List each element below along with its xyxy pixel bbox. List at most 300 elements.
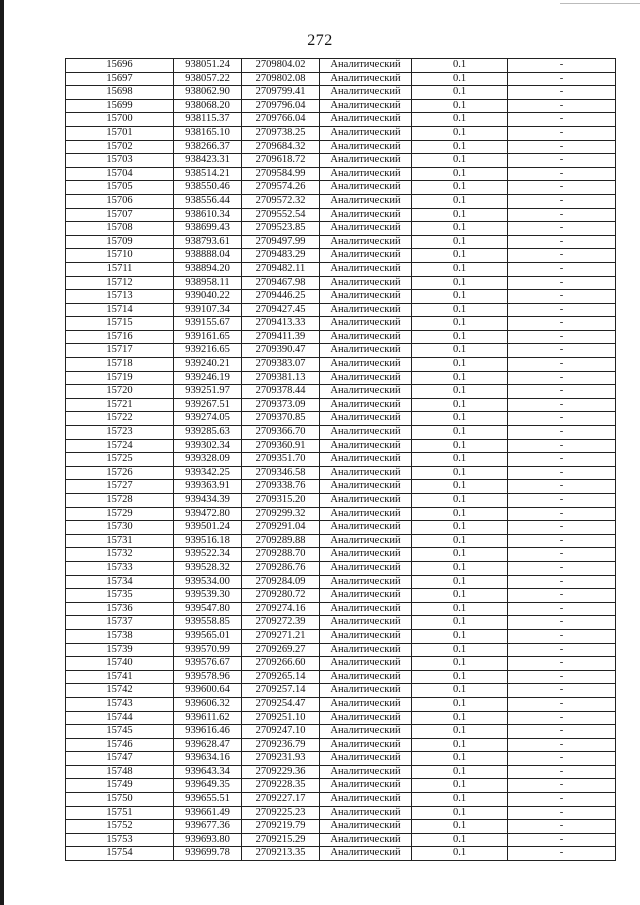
note-cell: - [508,711,616,725]
coord-x-cell: 939274.05 [174,412,242,426]
table-row [66,725,616,739]
coord-x-cell: 939267.51 [174,398,242,412]
coord-y-cell: 2709684.32 [242,140,320,154]
coord-y-cell: 2709269.27 [242,643,320,657]
note-cell: - [508,194,616,208]
note-cell: - [508,208,616,222]
coord-y-cell: 2709286.76 [242,561,320,575]
note-cell: - [508,494,616,508]
point-number-cell: 15730 [66,521,174,535]
coord-x-cell: 938610.34 [174,208,242,222]
coord-y-cell: 2709272.39 [242,616,320,630]
method-cell: Аналитический [320,426,412,440]
accuracy-cell: 0.1 [412,806,508,820]
coord-x-cell: 939285.63 [174,426,242,440]
accuracy-cell: 0.1 [412,249,508,263]
coord-y-cell: 2709227.17 [242,793,320,807]
coord-x-cell: 938550.46 [174,181,242,195]
accuracy-cell: 0.1 [412,426,508,440]
accuracy-cell: 0.1 [412,235,508,249]
accuracy-cell: 0.1 [412,276,508,290]
method-cell: Аналитический [320,833,412,847]
point-number-cell: 15739 [66,643,174,657]
note-cell: - [508,276,616,290]
point-number-cell: 15733 [66,561,174,575]
coord-y-cell: 2709381.13 [242,371,320,385]
coord-y-cell: 2709251.10 [242,711,320,725]
accuracy-cell: 0.1 [412,711,508,725]
table-row [66,303,616,317]
coord-x-cell: 939363.91 [174,480,242,494]
coord-y-cell: 2709271.21 [242,629,320,643]
coord-y-cell: 2709383.07 [242,358,320,372]
accuracy-cell: 0.1 [412,847,508,861]
method-cell: Аналитический [320,59,412,73]
table-row [66,480,616,494]
note-cell: - [508,439,616,453]
note-cell: - [508,684,616,698]
note-cell: - [508,779,616,793]
coordinates-table [65,58,616,861]
note-cell: - [508,426,616,440]
table-row [66,398,616,412]
method-cell: Аналитический [320,439,412,453]
point-number-cell: 15740 [66,657,174,671]
note-cell: - [508,616,616,630]
point-number-cell: 15715 [66,317,174,331]
point-number-cell: 15700 [66,113,174,127]
note-cell: - [508,793,616,807]
method-cell: Аналитический [320,276,412,290]
accuracy-cell: 0.1 [412,779,508,793]
method-cell: Аналитический [320,194,412,208]
accuracy-cell: 0.1 [412,330,508,344]
coord-y-cell: 2709366.70 [242,426,320,440]
accuracy-cell: 0.1 [412,59,508,73]
accuracy-cell: 0.1 [412,222,508,236]
point-number-cell: 15717 [66,344,174,358]
table-row [66,521,616,535]
coord-x-cell: 939570.99 [174,643,242,657]
coord-x-cell: 939693.80 [174,833,242,847]
accuracy-cell: 0.1 [412,629,508,643]
method-cell: Аналитический [320,806,412,820]
method-cell: Аналитический [320,657,412,671]
coord-y-cell: 2709346.58 [242,466,320,480]
accuracy-cell: 0.1 [412,154,508,168]
table-row [66,711,616,725]
note-cell: - [508,657,616,671]
coord-y-cell: 2709338.76 [242,480,320,494]
note-cell: - [508,453,616,467]
note-cell: - [508,820,616,834]
point-number-cell: 15698 [66,86,174,100]
note-cell: - [508,480,616,494]
method-cell: Аналитический [320,344,412,358]
point-number-cell: 15719 [66,371,174,385]
point-number-cell: 15720 [66,385,174,399]
point-number-cell: 15738 [66,629,174,643]
coord-y-cell: 2709274.16 [242,602,320,616]
method-cell: Аналитический [320,235,412,249]
method-cell: Аналитический [320,480,412,494]
method-cell: Аналитический [320,466,412,480]
table-row [66,262,616,276]
table-row [66,72,616,86]
method-cell: Аналитический [320,249,412,263]
method-cell: Аналитический [320,113,412,127]
coord-y-cell: 2709804.02 [242,59,320,73]
coord-y-cell: 2709247.10 [242,725,320,739]
table-row [66,738,616,752]
table-row [66,793,616,807]
coord-y-cell: 2709236.79 [242,738,320,752]
method-cell: Аналитический [320,371,412,385]
coord-y-cell: 2709225.23 [242,806,320,820]
note-cell: - [508,847,616,861]
coord-y-cell: 2709373.09 [242,398,320,412]
accuracy-cell: 0.1 [412,670,508,684]
coord-x-cell: 939578.96 [174,670,242,684]
coord-x-cell: 939161.65 [174,330,242,344]
note-cell: - [508,154,616,168]
accuracy-cell: 0.1 [412,317,508,331]
method-cell: Аналитический [320,684,412,698]
table-row [66,412,616,426]
method-cell: Аналитический [320,398,412,412]
coord-x-cell: 939342.25 [174,466,242,480]
accuracy-cell: 0.1 [412,398,508,412]
coord-x-cell: 939634.16 [174,752,242,766]
point-number-cell: 15729 [66,507,174,521]
point-number-cell: 15704 [66,167,174,181]
scan-mark [560,3,640,4]
table-row [66,833,616,847]
note-cell: - [508,385,616,399]
note-cell: - [508,561,616,575]
coord-x-cell: 938068.20 [174,99,242,113]
point-number-cell: 15696 [66,59,174,73]
coord-y-cell: 2709390.47 [242,344,320,358]
coord-y-cell: 2709351.70 [242,453,320,467]
table-row [66,86,616,100]
point-number-cell: 15708 [66,222,174,236]
note-cell: - [508,752,616,766]
point-number-cell: 15709 [66,235,174,249]
point-number-cell: 15711 [66,262,174,276]
coord-y-cell: 2709467.98 [242,276,320,290]
note-cell: - [508,317,616,331]
note-cell: - [508,575,616,589]
coord-y-cell: 2709552.54 [242,208,320,222]
note-cell: - [508,548,616,562]
point-number-cell: 15727 [66,480,174,494]
coord-y-cell: 2709228.35 [242,779,320,793]
point-number-cell: 15748 [66,765,174,779]
method-cell: Аналитический [320,521,412,535]
coord-y-cell: 2709280.72 [242,589,320,603]
table-row [66,358,616,372]
coord-y-cell: 2709413.33 [242,317,320,331]
table-row [66,208,616,222]
method-cell: Аналитический [320,602,412,616]
point-number-cell: 15703 [66,154,174,168]
table-row [66,629,616,643]
method-cell: Аналитический [320,534,412,548]
coord-x-cell: 939539.30 [174,589,242,603]
accuracy-cell: 0.1 [412,548,508,562]
method-cell: Аналитический [320,765,412,779]
coord-y-cell: 2709231.93 [242,752,320,766]
point-number-cell: 15749 [66,779,174,793]
note-cell: - [508,670,616,684]
coord-x-cell: 938699.43 [174,222,242,236]
table-row [66,276,616,290]
point-number-cell: 15725 [66,453,174,467]
table-row [66,439,616,453]
method-cell: Аналитический [320,412,412,426]
coord-x-cell: 938057.22 [174,72,242,86]
point-number-cell: 15713 [66,290,174,304]
note-cell: - [508,521,616,535]
point-number-cell: 15714 [66,303,174,317]
point-number-cell: 15743 [66,697,174,711]
method-cell: Аналитический [320,616,412,630]
accuracy-cell: 0.1 [412,561,508,575]
accuracy-cell: 0.1 [412,72,508,86]
coord-x-cell: 939522.34 [174,548,242,562]
method-cell: Аналитический [320,290,412,304]
table-row [66,575,616,589]
coord-x-cell: 938115.37 [174,113,242,127]
coord-x-cell: 939661.49 [174,806,242,820]
table-row [66,752,616,766]
coord-x-cell: 939699.78 [174,847,242,861]
accuracy-cell: 0.1 [412,480,508,494]
point-number-cell: 15726 [66,466,174,480]
accuracy-cell: 0.1 [412,262,508,276]
method-cell: Аналитический [320,126,412,140]
coord-x-cell: 939565.01 [174,629,242,643]
coord-y-cell: 2709497.99 [242,235,320,249]
table-row [66,426,616,440]
table-row [66,616,616,630]
method-cell: Аналитический [320,72,412,86]
point-number-cell: 15747 [66,752,174,766]
coord-y-cell: 2709360.91 [242,439,320,453]
accuracy-cell: 0.1 [412,765,508,779]
accuracy-cell: 0.1 [412,208,508,222]
table-row [66,643,616,657]
accuracy-cell: 0.1 [412,684,508,698]
point-number-cell: 15735 [66,589,174,603]
method-cell: Аналитический [320,453,412,467]
note-cell: - [508,330,616,344]
method-cell: Аналитический [320,793,412,807]
accuracy-cell: 0.1 [412,534,508,548]
coord-y-cell: 2709482.11 [242,262,320,276]
coord-x-cell: 938556.44 [174,194,242,208]
coord-y-cell: 2709411.39 [242,330,320,344]
coord-y-cell: 2709572.32 [242,194,320,208]
coord-x-cell: 938062.90 [174,86,242,100]
note-cell: - [508,235,616,249]
point-number-cell: 15724 [66,439,174,453]
accuracy-cell: 0.1 [412,833,508,847]
method-cell: Аналитический [320,629,412,643]
coord-x-cell: 939547.80 [174,602,242,616]
coord-y-cell: 2709618.72 [242,154,320,168]
accuracy-cell: 0.1 [412,466,508,480]
note-cell: - [508,765,616,779]
table-row [66,126,616,140]
coord-x-cell: 939107.34 [174,303,242,317]
point-number-cell: 15732 [66,548,174,562]
accuracy-cell: 0.1 [412,643,508,657]
accuracy-cell: 0.1 [412,738,508,752]
coord-x-cell: 938894.20 [174,262,242,276]
coord-y-cell: 2709254.47 [242,697,320,711]
coord-x-cell: 938514.21 [174,167,242,181]
coord-y-cell: 2709289.88 [242,534,320,548]
coord-y-cell: 2709288.70 [242,548,320,562]
point-number-cell: 15751 [66,806,174,820]
note-cell: - [508,358,616,372]
table-row [66,466,616,480]
note-cell: - [508,589,616,603]
note-cell: - [508,697,616,711]
table-row [66,330,616,344]
accuracy-cell: 0.1 [412,752,508,766]
table-row [66,847,616,861]
accuracy-cell: 0.1 [412,358,508,372]
table-row [66,657,616,671]
coord-y-cell: 2709315.20 [242,494,320,508]
accuracy-cell: 0.1 [412,521,508,535]
method-cell: Аналитический [320,507,412,521]
method-cell: Аналитический [320,317,412,331]
coord-x-cell: 939611.62 [174,711,242,725]
coord-y-cell: 2709299.32 [242,507,320,521]
accuracy-cell: 0.1 [412,507,508,521]
accuracy-cell: 0.1 [412,453,508,467]
note-cell: - [508,466,616,480]
point-number-cell: 15718 [66,358,174,372]
accuracy-cell: 0.1 [412,113,508,127]
note-cell: - [508,181,616,195]
note-cell: - [508,629,616,643]
coord-y-cell: 2709584.99 [242,167,320,181]
point-number-cell: 15701 [66,126,174,140]
point-number-cell: 15734 [66,575,174,589]
method-cell: Аналитический [320,181,412,195]
point-number-cell: 15750 [66,793,174,807]
accuracy-cell: 0.1 [412,793,508,807]
accuracy-cell: 0.1 [412,725,508,739]
method-cell: Аналитический [320,697,412,711]
coord-x-cell: 939600.64 [174,684,242,698]
point-number-cell: 15728 [66,494,174,508]
accuracy-cell: 0.1 [412,86,508,100]
method-cell: Аналитический [320,820,412,834]
table-row [66,235,616,249]
coord-x-cell: 939576.67 [174,657,242,671]
method-cell: Аналитический [320,494,412,508]
accuracy-cell: 0.1 [412,657,508,671]
note-cell: - [508,167,616,181]
table-row [66,765,616,779]
coord-y-cell: 2709229.36 [242,765,320,779]
note-cell: - [508,303,616,317]
note-cell: - [508,725,616,739]
point-number-cell: 15752 [66,820,174,834]
table-row [66,589,616,603]
table-row [66,113,616,127]
accuracy-cell: 0.1 [412,140,508,154]
coord-y-cell: 2709265.14 [242,670,320,684]
coord-x-cell: 939302.34 [174,439,242,453]
note-cell: - [508,113,616,127]
coord-y-cell: 2709796.04 [242,99,320,113]
coord-x-cell: 939328.09 [174,453,242,467]
note-cell: - [508,86,616,100]
note-cell: - [508,806,616,820]
coord-x-cell: 939534.00 [174,575,242,589]
coord-y-cell: 2709483.29 [242,249,320,263]
note-cell: - [508,534,616,548]
note-cell: - [508,507,616,521]
accuracy-cell: 0.1 [412,412,508,426]
coord-y-cell: 2709284.09 [242,575,320,589]
coord-y-cell: 2709802.08 [242,72,320,86]
table-row [66,507,616,521]
coord-x-cell: 939516.18 [174,534,242,548]
coord-y-cell: 2709266.60 [242,657,320,671]
accuracy-cell: 0.1 [412,181,508,195]
table-row [66,820,616,834]
point-number-cell: 15754 [66,847,174,861]
accuracy-cell: 0.1 [412,194,508,208]
coord-y-cell: 2709219.79 [242,820,320,834]
table-row [66,194,616,208]
method-cell: Аналитический [320,725,412,739]
coord-x-cell: 939606.32 [174,697,242,711]
note-cell: - [508,290,616,304]
coord-x-cell: 938266.37 [174,140,242,154]
method-cell: Аналитический [320,779,412,793]
method-cell: Аналитический [320,670,412,684]
coord-x-cell: 939246.19 [174,371,242,385]
table-row [66,344,616,358]
table-row [66,249,616,263]
coord-x-cell: 939628.47 [174,738,242,752]
point-number-cell: 15746 [66,738,174,752]
coordinates-table-body [66,59,616,861]
note-cell: - [508,72,616,86]
method-cell: Аналитический [320,86,412,100]
point-number-cell: 15731 [66,534,174,548]
coord-x-cell: 938423.31 [174,154,242,168]
method-cell: Аналитический [320,385,412,399]
accuracy-cell: 0.1 [412,303,508,317]
table-row [66,222,616,236]
method-cell: Аналитический [320,222,412,236]
point-number-cell: 15736 [66,602,174,616]
coord-y-cell: 2709213.35 [242,847,320,861]
point-number-cell: 15721 [66,398,174,412]
point-number-cell: 15697 [66,72,174,86]
coord-x-cell: 939501.24 [174,521,242,535]
